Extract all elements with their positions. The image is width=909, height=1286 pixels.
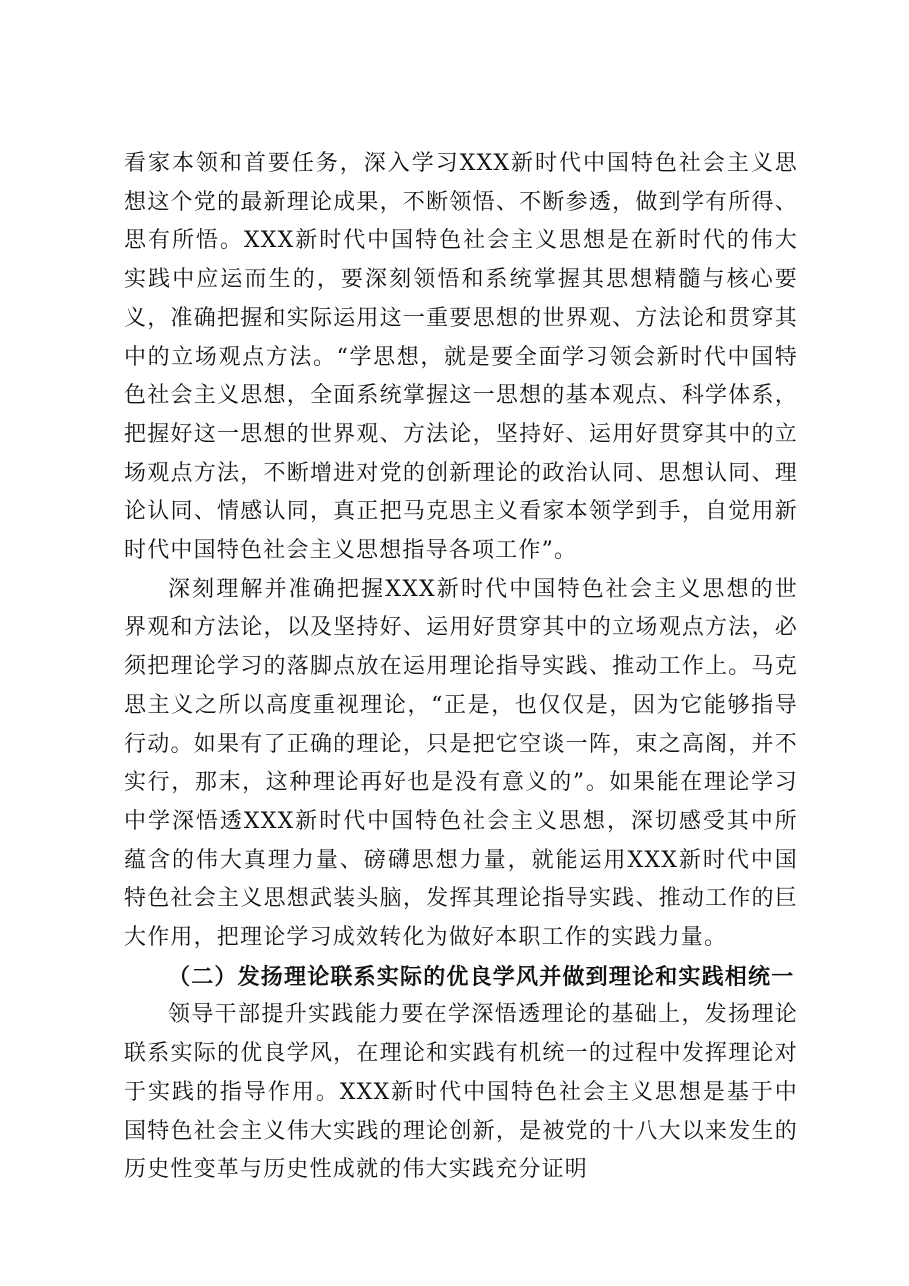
paragraph-practice-ability: 领导干部提升实践能力要在学深悟透理论的基础上，发扬理论联系实际的优良学风，在理论和实践有机统一的过程中发挥理论对于实践的指导作用。XXX新时代中国特色社会主义思想是基于中国特色社会主义伟大实践的理论创新，是被党的十八大以来发生的历史性变革与历史性成就的伟大实践充分证明: [124, 1002, 798, 1183]
paragraph-worldview-methodology: 深刻理解并准确把握XXX新时代中国特色社会主义思想的世界观和方法论，以及坚持好、运用好贯穿其中的立场观点方法，必须把理论学习的落脚点放在运用理论指导实践、推动工作上。马克思主义之所以高度重视理论，“正是，也仅仅是，因为它能够指导行动。如果有了正确的理论，只是把它空谈一阵，束之高阁，并不实行，那末，这种理论再好也是没有意义的”。如果能在理论学习中学深悟透XXX新时代中国特色社会主义思想，深切感受其中所蕴含的伟大真理力量、磅礴思想力量，就能运用XXX新时代中国特色社会主义思想武装头脑，发挥其理论指导实践、推动工作的巨大作用，把理论学习成效转化为做好本职工作的实践力量。: [124, 576, 798, 951]
document-body: [124, 145, 798, 1190]
paragraph-continued: 看家本领和首要任务，深入学习XXX新时代中国特色社会主义思想这个党的最新理论成果，不断领悟、不断参透，做到学有所得、思有所悟。XXX新时代中国特色社会主义思想是在新时代的伟大实践中应运而生的，要深刻领悟和系统掌握其思想精髓与核心要义，准确把握和实际运用这一重要思想的世界观、方法论和贯穿其中的立场观点方法。“学思想，就是要全面学习领会新时代中国特色社会主义思想，全面系统掌握这一思想的基本观点、科学体系，把握好这一思想的世界观、方法论，坚持好、运用好贯穿其中的立场观点方法，不断增进对党的创新理论的政治认同、思想认同、理论认同、情感认同，真正把马克思主义看家本领学到手，自觉用新时代中国特色社会主义思想指导各项工作”。: [124, 151, 798, 564]
section-heading-2: （二）发扬理论联系实际的优良学风并做到理论和实践相统一: [168, 963, 795, 990]
